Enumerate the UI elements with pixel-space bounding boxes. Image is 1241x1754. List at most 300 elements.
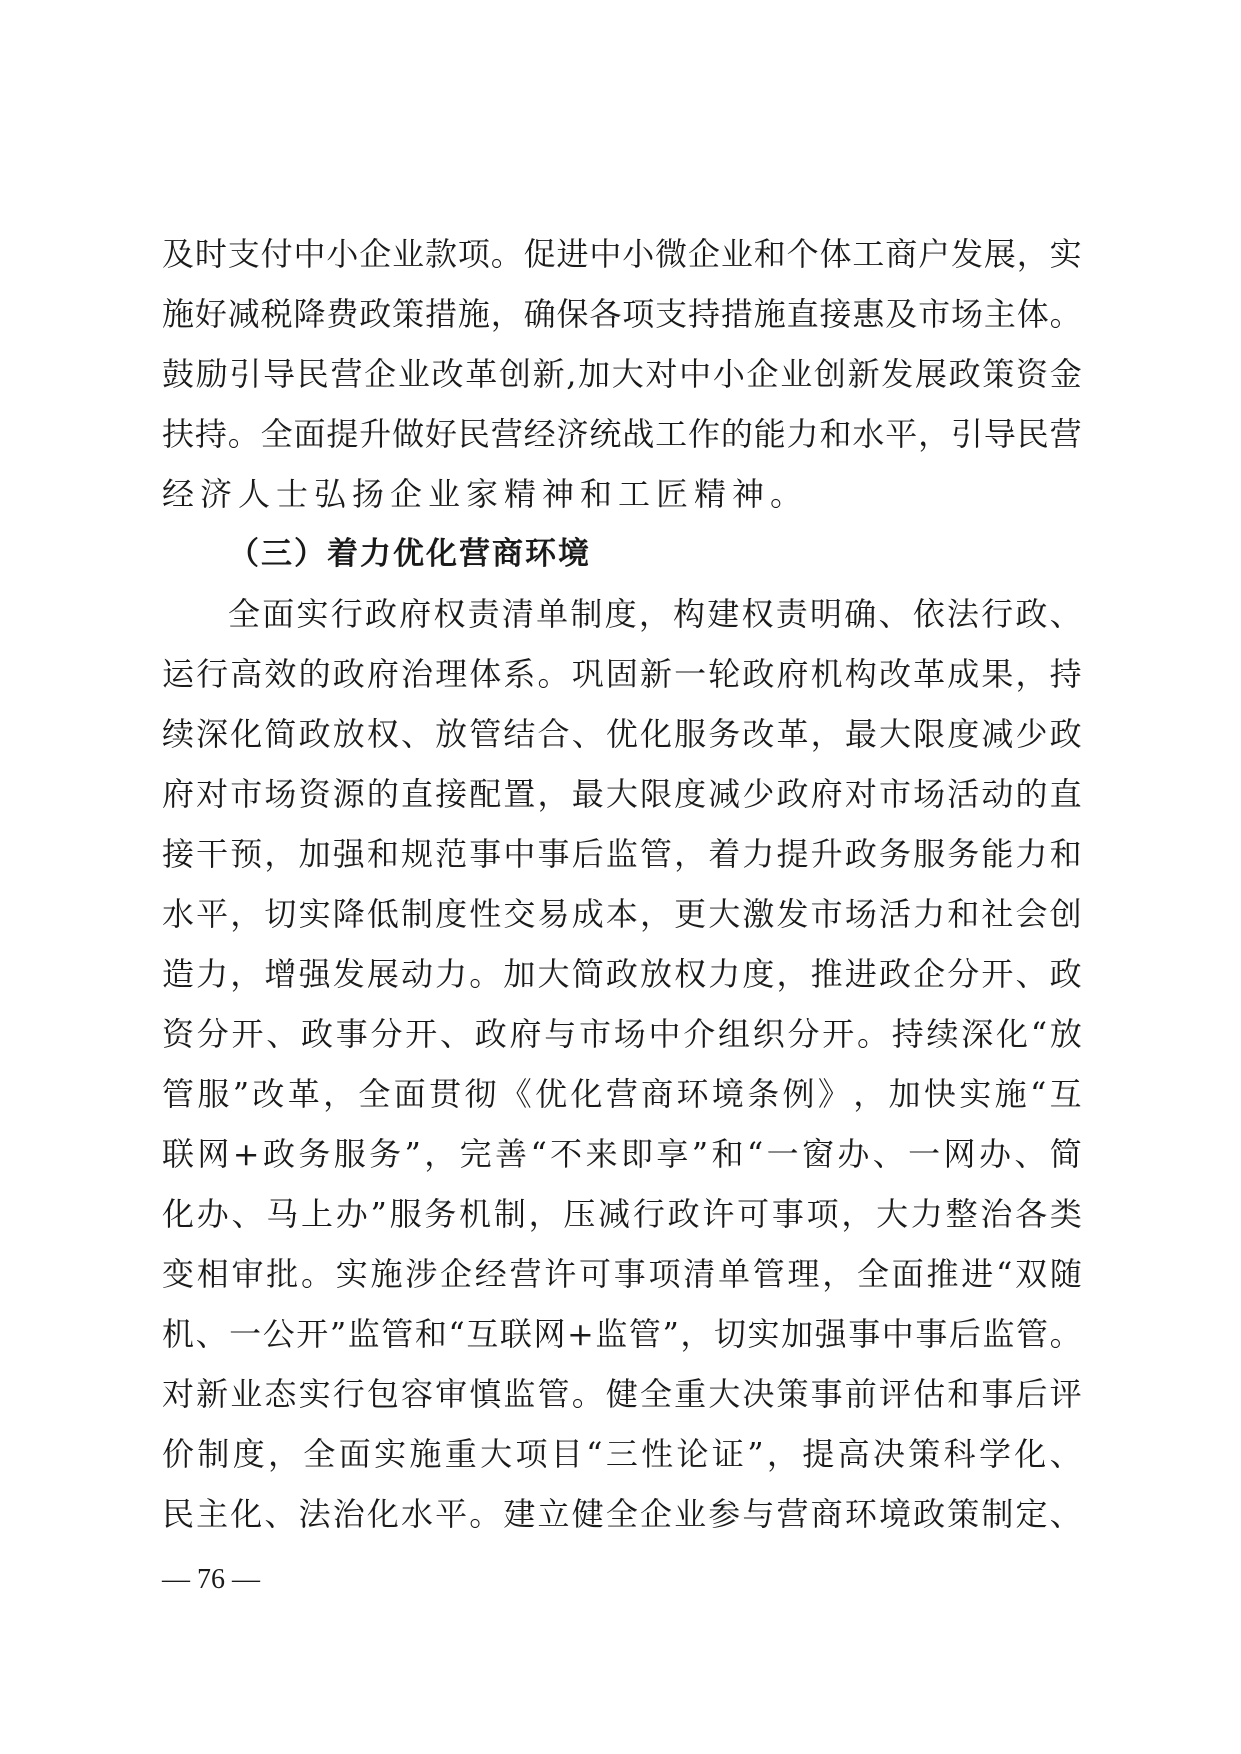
text-char: 审 [231, 1255, 264, 1293]
text-char: 开 [231, 1015, 264, 1053]
text-char: 励 [195, 355, 228, 393]
text-line [162, 704, 1082, 764]
text-char: 动 [400, 955, 433, 993]
text-char: 办 [978, 1135, 1011, 1173]
text-char: 联 [499, 1315, 532, 1353]
text-char: 三 [605, 1435, 638, 1473]
text-char: 治 [332, 1495, 365, 1533]
text-char: 优 [605, 715, 638, 753]
text-char: 大 [878, 715, 911, 753]
text-char: 监 [503, 1375, 536, 1413]
text-char: 务 [369, 1135, 402, 1173]
text-char: 限 [639, 775, 672, 813]
text-char: 易 [537, 895, 570, 933]
text-char: 微 [655, 235, 688, 273]
text-char: 切 [713, 1315, 746, 1353]
text-char: 升 [810, 835, 843, 873]
text-char: 政 [359, 295, 392, 333]
text-char: 减 [598, 1195, 631, 1233]
text-char: 面 [338, 1435, 371, 1473]
text-char: + [567, 1315, 594, 1353]
text-char: 接 [819, 295, 852, 333]
text-char: 会 [1015, 895, 1048, 933]
text-char: 行 [330, 595, 363, 633]
text-char: 批 [266, 1255, 299, 1293]
text-char: 大 [611, 355, 644, 393]
text-char: 场 [613, 1015, 646, 1053]
text-char: ， [674, 835, 707, 873]
text-char: ， [264, 835, 297, 873]
text-char: 减 [981, 715, 1014, 753]
text-char: 场 [951, 295, 984, 333]
text-char: 企 [746, 355, 779, 393]
text-line [162, 1244, 1082, 1304]
text-char: 创 [1049, 895, 1082, 933]
text-char: 实 [1049, 235, 1082, 273]
text-char: 价 [162, 1435, 195, 1473]
text-char: 、 [878, 595, 911, 633]
text-char: 政 [301, 1015, 334, 1053]
text-char: 及 [162, 235, 195, 273]
text-char: 。 [571, 1375, 604, 1413]
text-char: 服 [674, 715, 707, 753]
text-char: 合 [537, 715, 570, 753]
text-char: 善 [495, 1135, 528, 1173]
text-char: 、 [264, 1495, 297, 1533]
text-char: 成 [571, 895, 604, 933]
text-char: 展 [366, 955, 399, 993]
text-char: 权 [433, 595, 466, 633]
text-char: 体 [1016, 295, 1049, 333]
text-char: 发 [951, 235, 984, 273]
text-char: 联 [162, 1135, 195, 1173]
text-char: 改 [878, 655, 911, 693]
text-char: 深 [961, 1015, 994, 1053]
text-char: 升 [359, 415, 392, 453]
text-char: 能 [981, 835, 1014, 873]
text-char: 平 [885, 415, 918, 453]
text-char: 、 [195, 1315, 228, 1353]
text-char: 。 [227, 415, 260, 453]
text-char: “ [1030, 1015, 1048, 1053]
text-char: 战 [622, 415, 655, 453]
text-char: 市 [579, 1015, 612, 1053]
text-char: 行 [332, 1375, 365, 1413]
text-char: 。 [469, 955, 502, 993]
text-char: 企 [913, 955, 946, 993]
text-char: 网 [533, 1315, 566, 1353]
text-char: 各 [1015, 1195, 1048, 1233]
text-char: 目 [550, 1435, 583, 1473]
text-line [162, 1064, 1082, 1124]
text-char: 压 [563, 1195, 596, 1233]
text-char: 境 [878, 1495, 911, 1533]
text-char: 政 [776, 775, 809, 813]
text-char: 服 [197, 1075, 230, 1113]
text-char: 民 [457, 415, 490, 453]
text-char: 政 [878, 955, 911, 993]
text-char: 府 [509, 1015, 542, 1053]
document-body [162, 224, 1082, 1544]
text-char: “ [996, 1255, 1013, 1293]
text-char: 大 [537, 955, 570, 993]
text-char: 化 [996, 1015, 1029, 1053]
text-char: 直 [786, 295, 819, 333]
text-char: 革 [913, 655, 946, 693]
text-char: 营 [330, 355, 363, 393]
text-char: 创 [813, 355, 846, 393]
text-char: 惠 [852, 295, 885, 333]
text-char: 政 [844, 835, 877, 873]
text-char: 民 [296, 355, 329, 393]
text-char: 动 [981, 775, 1014, 813]
text-char: 进 [961, 1255, 994, 1293]
text-char: 资 [1016, 355, 1049, 393]
text-char: “ [1029, 1075, 1047, 1113]
text-char: 办 [335, 1195, 368, 1233]
text-char: 论 [676, 1435, 709, 1473]
text-char: 展 [914, 355, 947, 393]
text-char: 一 [766, 1135, 799, 1173]
text-char: 和 [711, 1135, 744, 1173]
text-char: “ [448, 1315, 465, 1353]
text-char: 享 [656, 1135, 689, 1173]
text-char: 引 [951, 415, 984, 453]
text-char: 责 [775, 595, 808, 633]
text-char: 互 [1049, 1075, 1082, 1113]
text-char: 行 [632, 1195, 665, 1233]
text-char: 务 [298, 1135, 331, 1173]
text-char: 力 [196, 955, 229, 993]
text-char: 上 [301, 1195, 334, 1233]
text-char: 高 [230, 655, 263, 693]
text-char: 、 [231, 1195, 264, 1233]
text-char: 商 [641, 1075, 674, 1113]
text-char: 好 [425, 415, 458, 453]
text-line [162, 884, 1082, 944]
text-char: 全 [228, 595, 261, 633]
text-char: 放 [435, 715, 468, 753]
text-char: 府 [366, 655, 399, 693]
text-char: 低 [366, 895, 399, 933]
text-char: 、 [872, 1135, 905, 1173]
text-char: 体 [819, 235, 852, 273]
text-char: 增 [264, 955, 297, 993]
text-char: 清 [501, 595, 534, 633]
text-char: 化 [366, 1495, 399, 1533]
text-char: 机 [459, 1195, 492, 1233]
text-char: 革 [465, 355, 498, 393]
text-char: 结 [503, 715, 536, 753]
text-char: ” [662, 1315, 679, 1353]
text-char: 评 [878, 1375, 911, 1413]
text-char: 水 [162, 895, 195, 933]
text-char: 变 [162, 1255, 195, 1293]
text-char: 加 [578, 355, 611, 393]
text-line [162, 644, 1082, 704]
text-char: 深 [196, 715, 229, 753]
text-char: 项 [515, 1435, 548, 1473]
text-char: 相 [196, 1255, 229, 1293]
text-char: 制 [400, 895, 433, 933]
text-char: 境 [711, 1075, 744, 1113]
text-char: 推 [926, 1255, 959, 1293]
text-char: 统 [589, 415, 622, 453]
text-char: 措 [720, 295, 753, 333]
text-char: 实 [298, 1375, 331, 1413]
text-char: 网 [197, 1135, 230, 1173]
text-char: 权 [674, 955, 707, 993]
text-char: 中 [679, 355, 712, 393]
text-char: 事 [771, 1195, 804, 1233]
text-char: 贯 [429, 1075, 462, 1113]
text-char: 确 [523, 295, 556, 333]
text-char: 面 [393, 1075, 426, 1113]
text-char: 前 [844, 1375, 877, 1413]
text-char: 配 [469, 775, 502, 813]
text-char: 时 [194, 235, 227, 273]
text-char: 证 [711, 1435, 744, 1473]
text-char: 加 [781, 1315, 814, 1353]
text-char: 改 [742, 715, 775, 753]
text-char: 、 [1049, 1435, 1082, 1473]
text-char: 务 [947, 835, 980, 873]
text-char: 与 [544, 1015, 577, 1053]
text-char: 估 [913, 1375, 946, 1413]
text-char: 新 [639, 655, 672, 693]
text-char: 及 [885, 295, 918, 333]
text-char: 事 [810, 1375, 843, 1413]
text-char: 和 [414, 1315, 447, 1353]
text-char: 。 [1049, 295, 1082, 333]
text-char: 扶 [162, 415, 195, 453]
text-char: 监 [982, 1315, 1015, 1353]
text-char: 组 [718, 1015, 751, 1053]
text-char: 改 [431, 355, 464, 393]
text-char: 政 [332, 655, 365, 693]
text-char: 规 [400, 835, 433, 873]
text-char: 包 [366, 1375, 399, 1413]
text-line [162, 344, 1082, 404]
text-char: 后 [571, 835, 604, 873]
text-char: 企 [364, 355, 397, 393]
text-char: 水 [852, 415, 885, 453]
text-char: 活 [947, 775, 980, 813]
text-char: ， [424, 1135, 457, 1173]
paragraph-first-line [162, 584, 1082, 644]
text-char: 事 [537, 835, 570, 873]
text-char: 行 [196, 655, 229, 693]
text-char: 容 [400, 1375, 433, 1413]
text-char: 市 [230, 775, 263, 813]
text-char: 策 [392, 295, 425, 333]
text-char: 着 [708, 835, 741, 873]
text-char: ” [232, 1075, 250, 1113]
text-char: 业 [674, 1495, 707, 1533]
text-char: 工 [852, 235, 885, 273]
text-char: 政 [1049, 715, 1082, 753]
text-char: 场 [844, 895, 877, 933]
text-char: 政 [364, 595, 397, 633]
text-char: 展 [983, 235, 1016, 273]
text-char: 力 [742, 835, 775, 873]
text-char: 营 [1049, 415, 1082, 453]
text-char: 事 [915, 1315, 948, 1353]
text-char: 中 [881, 1315, 914, 1353]
text-char: 的 [366, 775, 399, 813]
text-char: 付 [260, 235, 293, 273]
text-char: 经 [523, 415, 556, 453]
text-char: 度 [742, 955, 775, 993]
text-char: 企 [639, 1495, 672, 1533]
text-char: 强 [814, 1315, 847, 1353]
text-char: 力 [708, 955, 741, 993]
text-char: 开 [296, 1315, 329, 1353]
text-char: 可 [579, 1255, 612, 1293]
text-char: 化 [1014, 1435, 1047, 1473]
text-line [162, 1124, 1082, 1184]
text-char: 交 [503, 895, 536, 933]
text-char: 整 [945, 1195, 978, 1233]
text-char: 开 [981, 955, 1014, 993]
text-char: 参 [708, 1495, 741, 1533]
text-char: 立 [537, 1495, 570, 1533]
text-char: 简 [264, 715, 297, 753]
text-char: 彻 [464, 1075, 497, 1113]
text-char: 网 [943, 1135, 976, 1173]
text-char: 服 [333, 1135, 366, 1173]
text-char: 健 [605, 1375, 638, 1413]
text-char: 最 [571, 775, 604, 813]
text-line [162, 1304, 1082, 1364]
text-char: 政 [1015, 595, 1048, 633]
text-char: 政 [667, 1195, 700, 1233]
text-char: 分 [196, 1015, 229, 1053]
text-char: 接 [435, 775, 468, 813]
text-char: 、 [1015, 955, 1048, 993]
text-char: 进 [844, 955, 877, 993]
text-char: 接 [162, 835, 195, 873]
text-char: 面 [891, 1255, 924, 1293]
text-char: 商 [810, 1495, 843, 1533]
text-char: 管 [381, 1315, 414, 1353]
text-char: 管 [639, 835, 672, 873]
text-char: 场 [264, 775, 297, 813]
text-char: 降 [332, 895, 365, 933]
text-char: 与 [742, 1495, 775, 1533]
text-char: 后 [1015, 1375, 1048, 1413]
text-char: 降 [293, 295, 326, 333]
text-char: 、 [400, 715, 433, 753]
text-line: 经济人士弘扬企业家精神和工匠精神。 [162, 475, 809, 513]
text-char: 的 [298, 655, 331, 693]
text-char: 少 [742, 775, 775, 813]
text-char: 效 [264, 655, 297, 693]
text-char: 体 [469, 655, 502, 693]
text-char: 放 [332, 715, 365, 753]
text-char: 度 [232, 1435, 265, 1473]
text-char: 管 [1016, 1315, 1049, 1353]
text-char: 管 [537, 1375, 570, 1413]
text-char: 创 [498, 355, 531, 393]
text-char: 、 [1014, 1135, 1047, 1173]
text-char: 加 [503, 955, 536, 993]
text-char: 大 [708, 1375, 741, 1413]
text-char: 少 [1015, 715, 1048, 753]
text-char: 决 [872, 1435, 905, 1473]
text-char: 施 [994, 1075, 1027, 1113]
text-char: 力 [786, 415, 819, 453]
text-char: 性 [469, 895, 502, 933]
text-char: 发 [332, 955, 365, 993]
text-line [162, 944, 1082, 1004]
text-char: 作 [688, 415, 721, 453]
text-char: 加 [888, 1075, 921, 1113]
text-char: ， [918, 415, 951, 453]
text-char: 平 [196, 895, 229, 933]
text-char: 事 [848, 1315, 881, 1353]
text-char: 法 [298, 1495, 331, 1533]
text-char: ， [323, 1075, 356, 1113]
text-char: 例 [782, 1075, 815, 1113]
text-char: 互 [466, 1315, 499, 1353]
text-char: 慎 [469, 1375, 502, 1413]
text-char: 款 [425, 235, 458, 273]
text-char: 建 [503, 1495, 536, 1533]
text-char: 经 [474, 1255, 507, 1293]
text-char: ， [638, 595, 671, 633]
text-char: + [232, 1135, 260, 1173]
text-char: 对 [645, 355, 678, 393]
text-char: 场 [913, 775, 946, 813]
text-char: 实 [335, 1255, 368, 1293]
text-char: 随 [1049, 1255, 1082, 1293]
text-char: 分 [947, 955, 980, 993]
text-char: 双 [1015, 1255, 1048, 1293]
text-char: 强 [298, 955, 331, 993]
text-char: 个 [786, 235, 819, 273]
text-char: 支 [227, 235, 260, 273]
text-char: 策 [982, 355, 1015, 393]
text-char: 、 [1049, 1495, 1082, 1533]
text-char: 事 [613, 1255, 646, 1293]
text-char: 和 [753, 235, 786, 273]
text-char: 直 [1049, 775, 1082, 813]
text-char: 好 [194, 295, 227, 333]
text-char: 性 [641, 1435, 674, 1473]
text-char: 主 [196, 1495, 229, 1533]
text-char: ， [639, 895, 672, 933]
text-char: 优 [535, 1075, 568, 1113]
text-char: 水 [400, 1495, 433, 1533]
text-char: 化 [570, 1075, 603, 1113]
text-char: 确 [844, 595, 877, 633]
text-char: 项 [806, 1195, 839, 1233]
text-char: 建 [707, 595, 740, 633]
text-char: 中 [648, 1015, 681, 1053]
text-char: 务 [878, 835, 911, 873]
text-char: 重 [444, 1435, 477, 1473]
text-char: 涉 [405, 1255, 438, 1293]
text-char: 。 [1049, 1315, 1082, 1353]
text-char: 监 [347, 1315, 380, 1353]
text-char: 依 [912, 595, 945, 633]
text-char: 引 [229, 355, 262, 393]
text-char: 监 [595, 1315, 628, 1353]
text-char: “ [746, 1135, 764, 1173]
text-char: 施 [162, 295, 195, 333]
text-char: 全 [303, 1435, 336, 1473]
